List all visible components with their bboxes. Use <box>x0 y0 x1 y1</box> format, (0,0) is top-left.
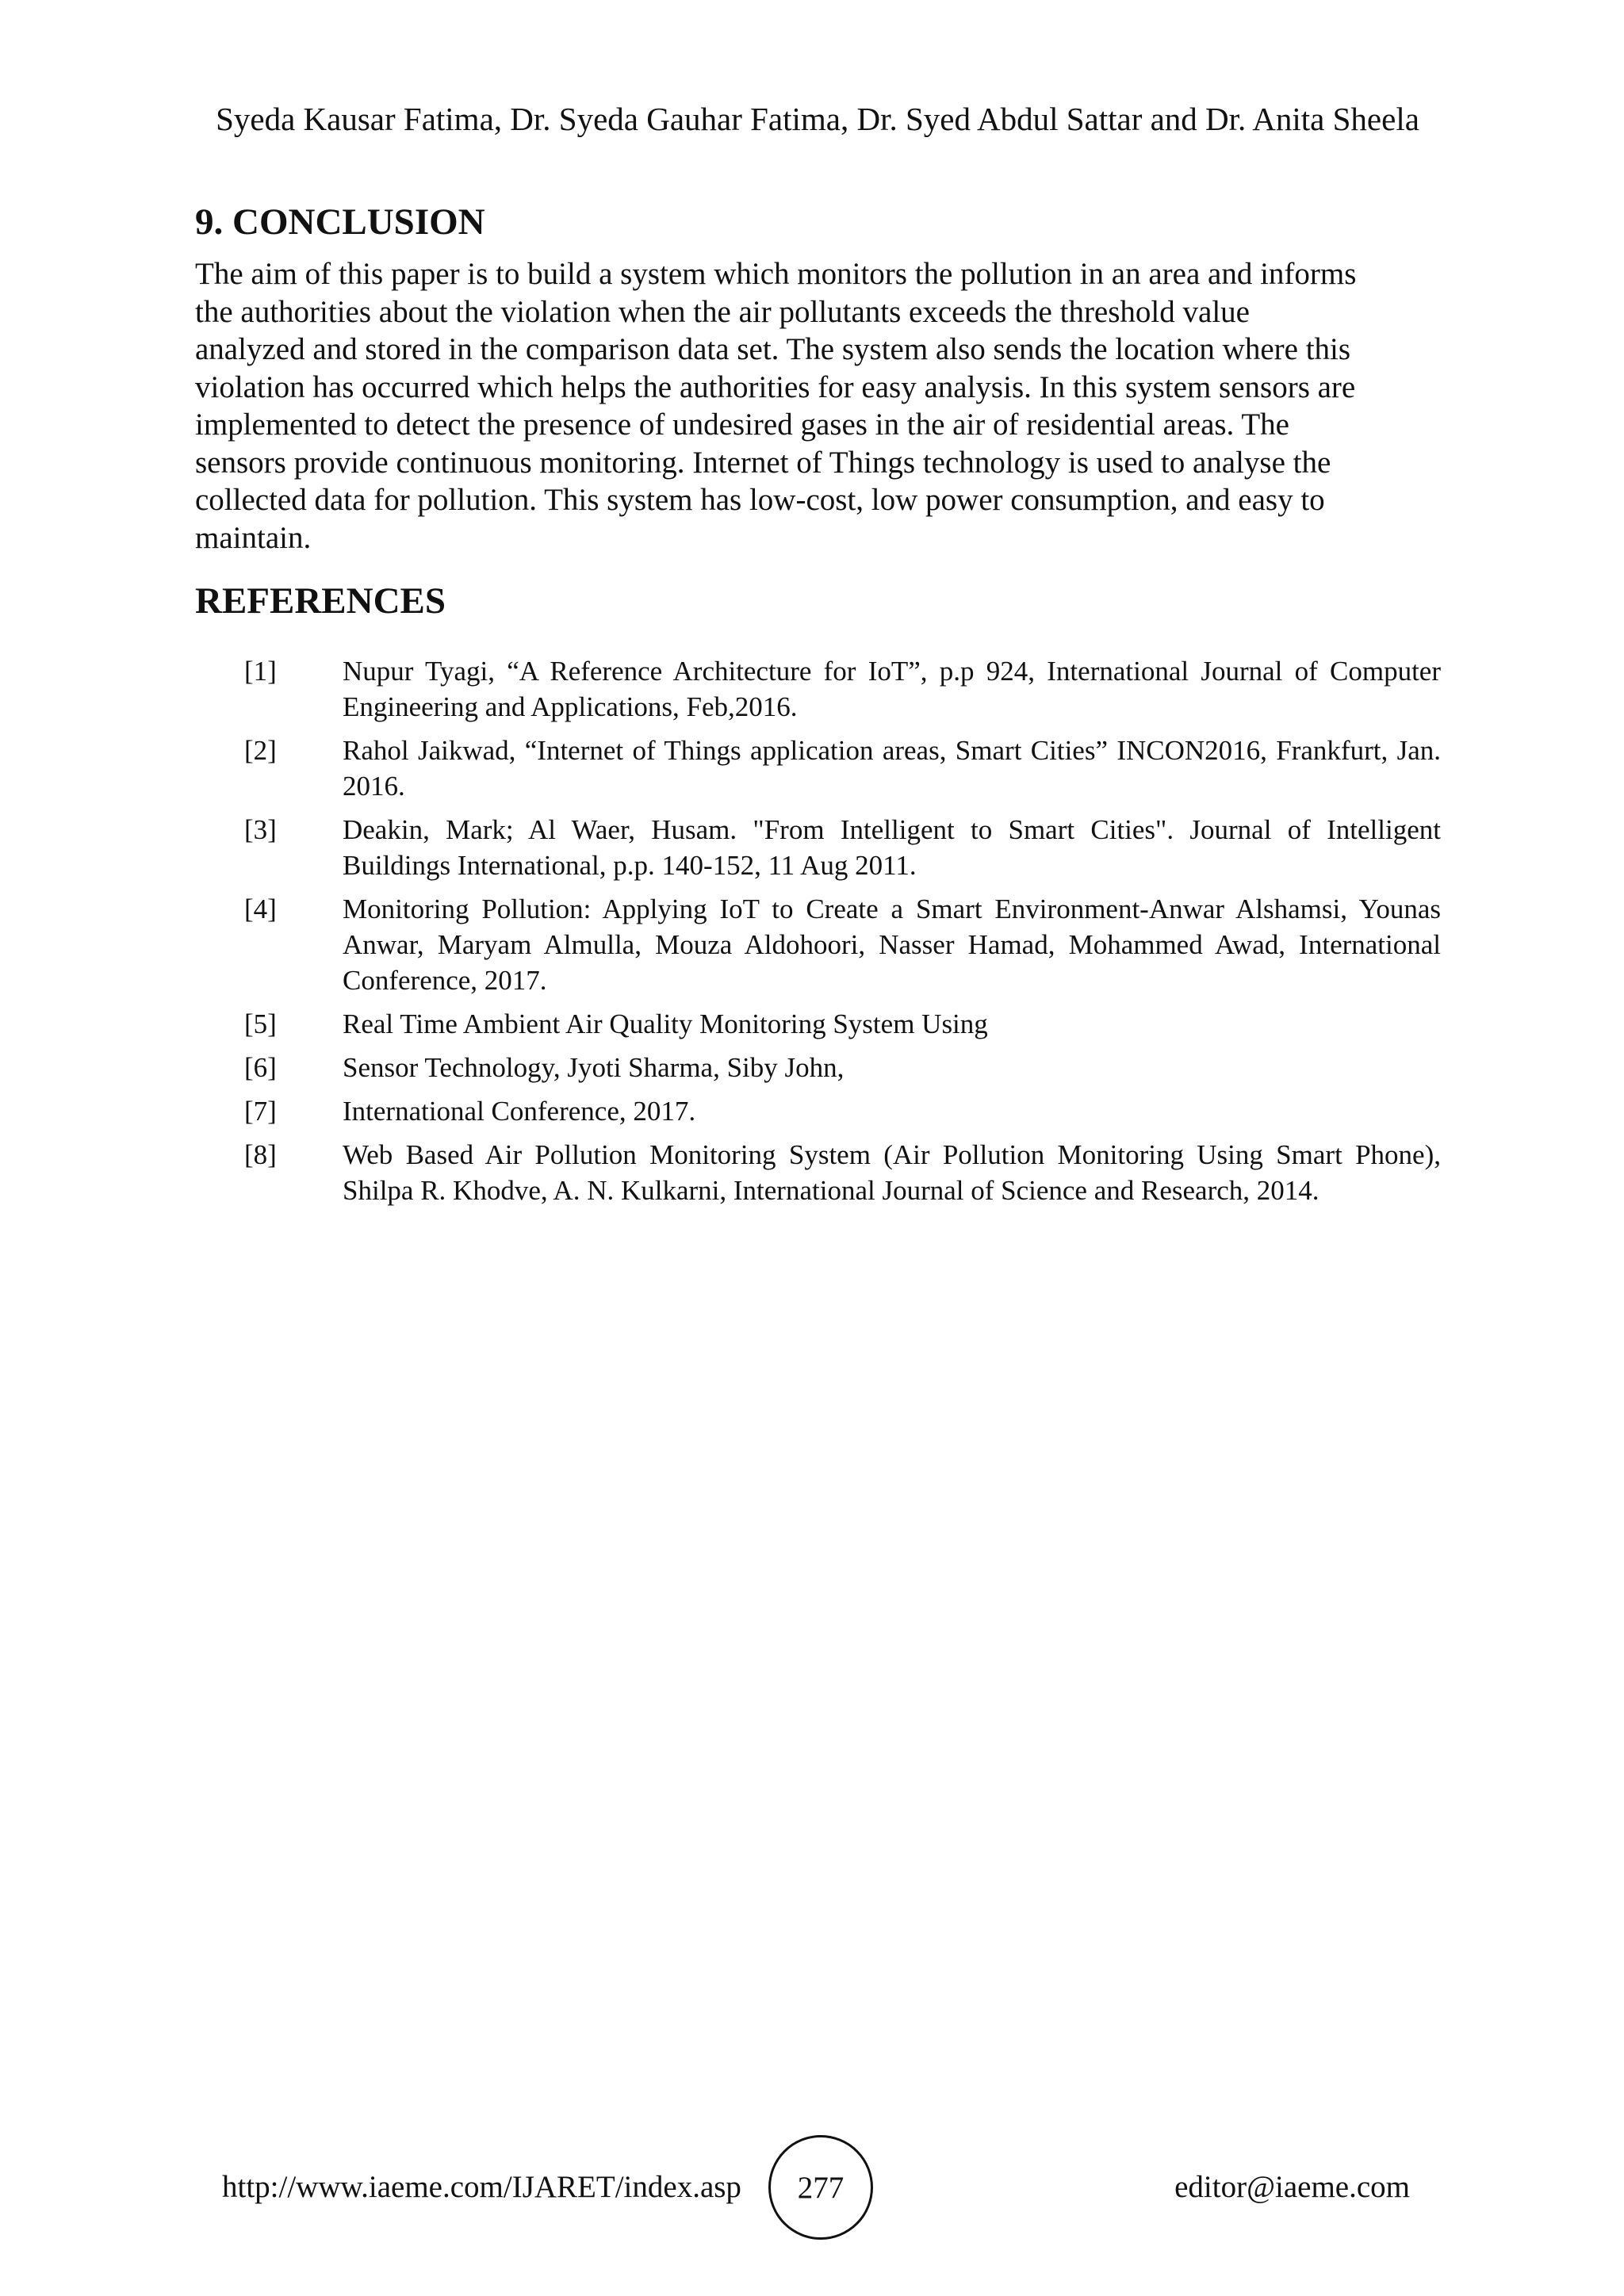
reference-number: [6] <box>244 1052 277 1083</box>
reference-list <box>0 653 1624 1216</box>
reference-text: Rahol Jaikwad, “Internet of Things application areas, Smart Cities” INCON2016, Frankfurt, Jan. 2016. <box>343 735 1441 802</box>
reference-text: Monitoring Pollution: Applying IoT to Create a Smart Environment-Anwar Alshamsi, Younas Anwar, Maryam Almulla, Mouza Aldohoori, Nasser Hamad, Mohammed Awad, International Conference, 2017. <box>343 894 1441 996</box>
reference-item <box>0 1137 1624 1208</box>
conclusion-heading: 9. CONCLUSION <box>195 201 485 243</box>
conclusion-line: maintain. <box>195 520 312 555</box>
reference-item <box>0 653 1624 725</box>
page-number-badge <box>768 2135 873 2240</box>
reference-text: Deakin, Mark; Al Waer, Husam. "From Intelligent to Smart Cities". Journal of Intelligent Buildings International, p.p. 140-152, 11 Aug 2011. <box>343 814 1441 881</box>
footer-email: editor@iaeme.com <box>1174 2170 1410 2204</box>
reference-text: Nupur Tyagi, “A Reference Architecture for IoT”, p.p 924, International Journal of Computer Engineering and Applications, Feb,2016. <box>343 656 1441 722</box>
reference-item <box>0 1006 1624 1042</box>
reference-text: International Conference, 2017. <box>343 1096 696 1127</box>
reference-number: [5] <box>244 1008 277 1039</box>
reference-number: [3] <box>244 814 277 845</box>
conclusion-line: The aim of this paper is to build a system which monitors the pollution in an area and informs <box>195 257 1357 291</box>
references-heading: REFERENCES <box>195 580 446 622</box>
conclusion-line: the authorities about the violation when the air pollutants exceeds the threshold value <box>195 294 1250 329</box>
conclusion-line: violation has occurred which helps the authorities for easy analysis. In this system sensors are <box>195 369 1356 404</box>
reference-number: [7] <box>244 1096 277 1127</box>
reference-number: [1] <box>244 656 277 687</box>
reference-item <box>0 812 1624 883</box>
page-number: 277 <box>797 2170 845 2205</box>
reference-text: Sensor Technology, Jyoti Sharma, Siby John, <box>343 1052 845 1083</box>
running-header-authors: Syeda Kausar Fatima, Dr. Syeda Gauhar Fatima, Dr. Syed Abdul Sattar and Dr. Anita Sheela <box>216 101 1419 137</box>
reference-item <box>0 891 1624 998</box>
reference-text: Real Time Ambient Air Quality Monitoring System Using <box>343 1008 988 1039</box>
reference-item <box>0 1050 1624 1085</box>
conclusion-paragraph <box>195 255 1448 557</box>
reference-number: [2] <box>244 735 277 766</box>
reference-item <box>0 1093 1624 1129</box>
reference-text: Web Based Air Pollution Monitoring System (Air Pollution Monitoring Using Smart Phone), Shilpa R. Khodve, A. N. Kulkarni, International Journal of Science and Research, 2014. <box>343 1139 1441 1206</box>
conclusion-line: implemented to detect the presence of undesired gases in the air of residential areas. The <box>195 408 1289 442</box>
reference-number: [8] <box>244 1139 277 1170</box>
conclusion-line: analyzed and stored in the comparison data set. The system also sends the location where this <box>195 332 1351 366</box>
reference-number: [4] <box>244 894 277 924</box>
footer-journal-url: http://www.iaeme.com/IJARET/index.asp <box>222 2170 741 2204</box>
reference-item <box>0 733 1624 804</box>
conclusion-line: collected data for pollution. This system has low-cost, low power consumption, and easy to <box>195 483 1325 517</box>
conclusion-line: sensors provide continuous monitoring. Internet of Things technology is used to analyse the <box>195 445 1331 480</box>
